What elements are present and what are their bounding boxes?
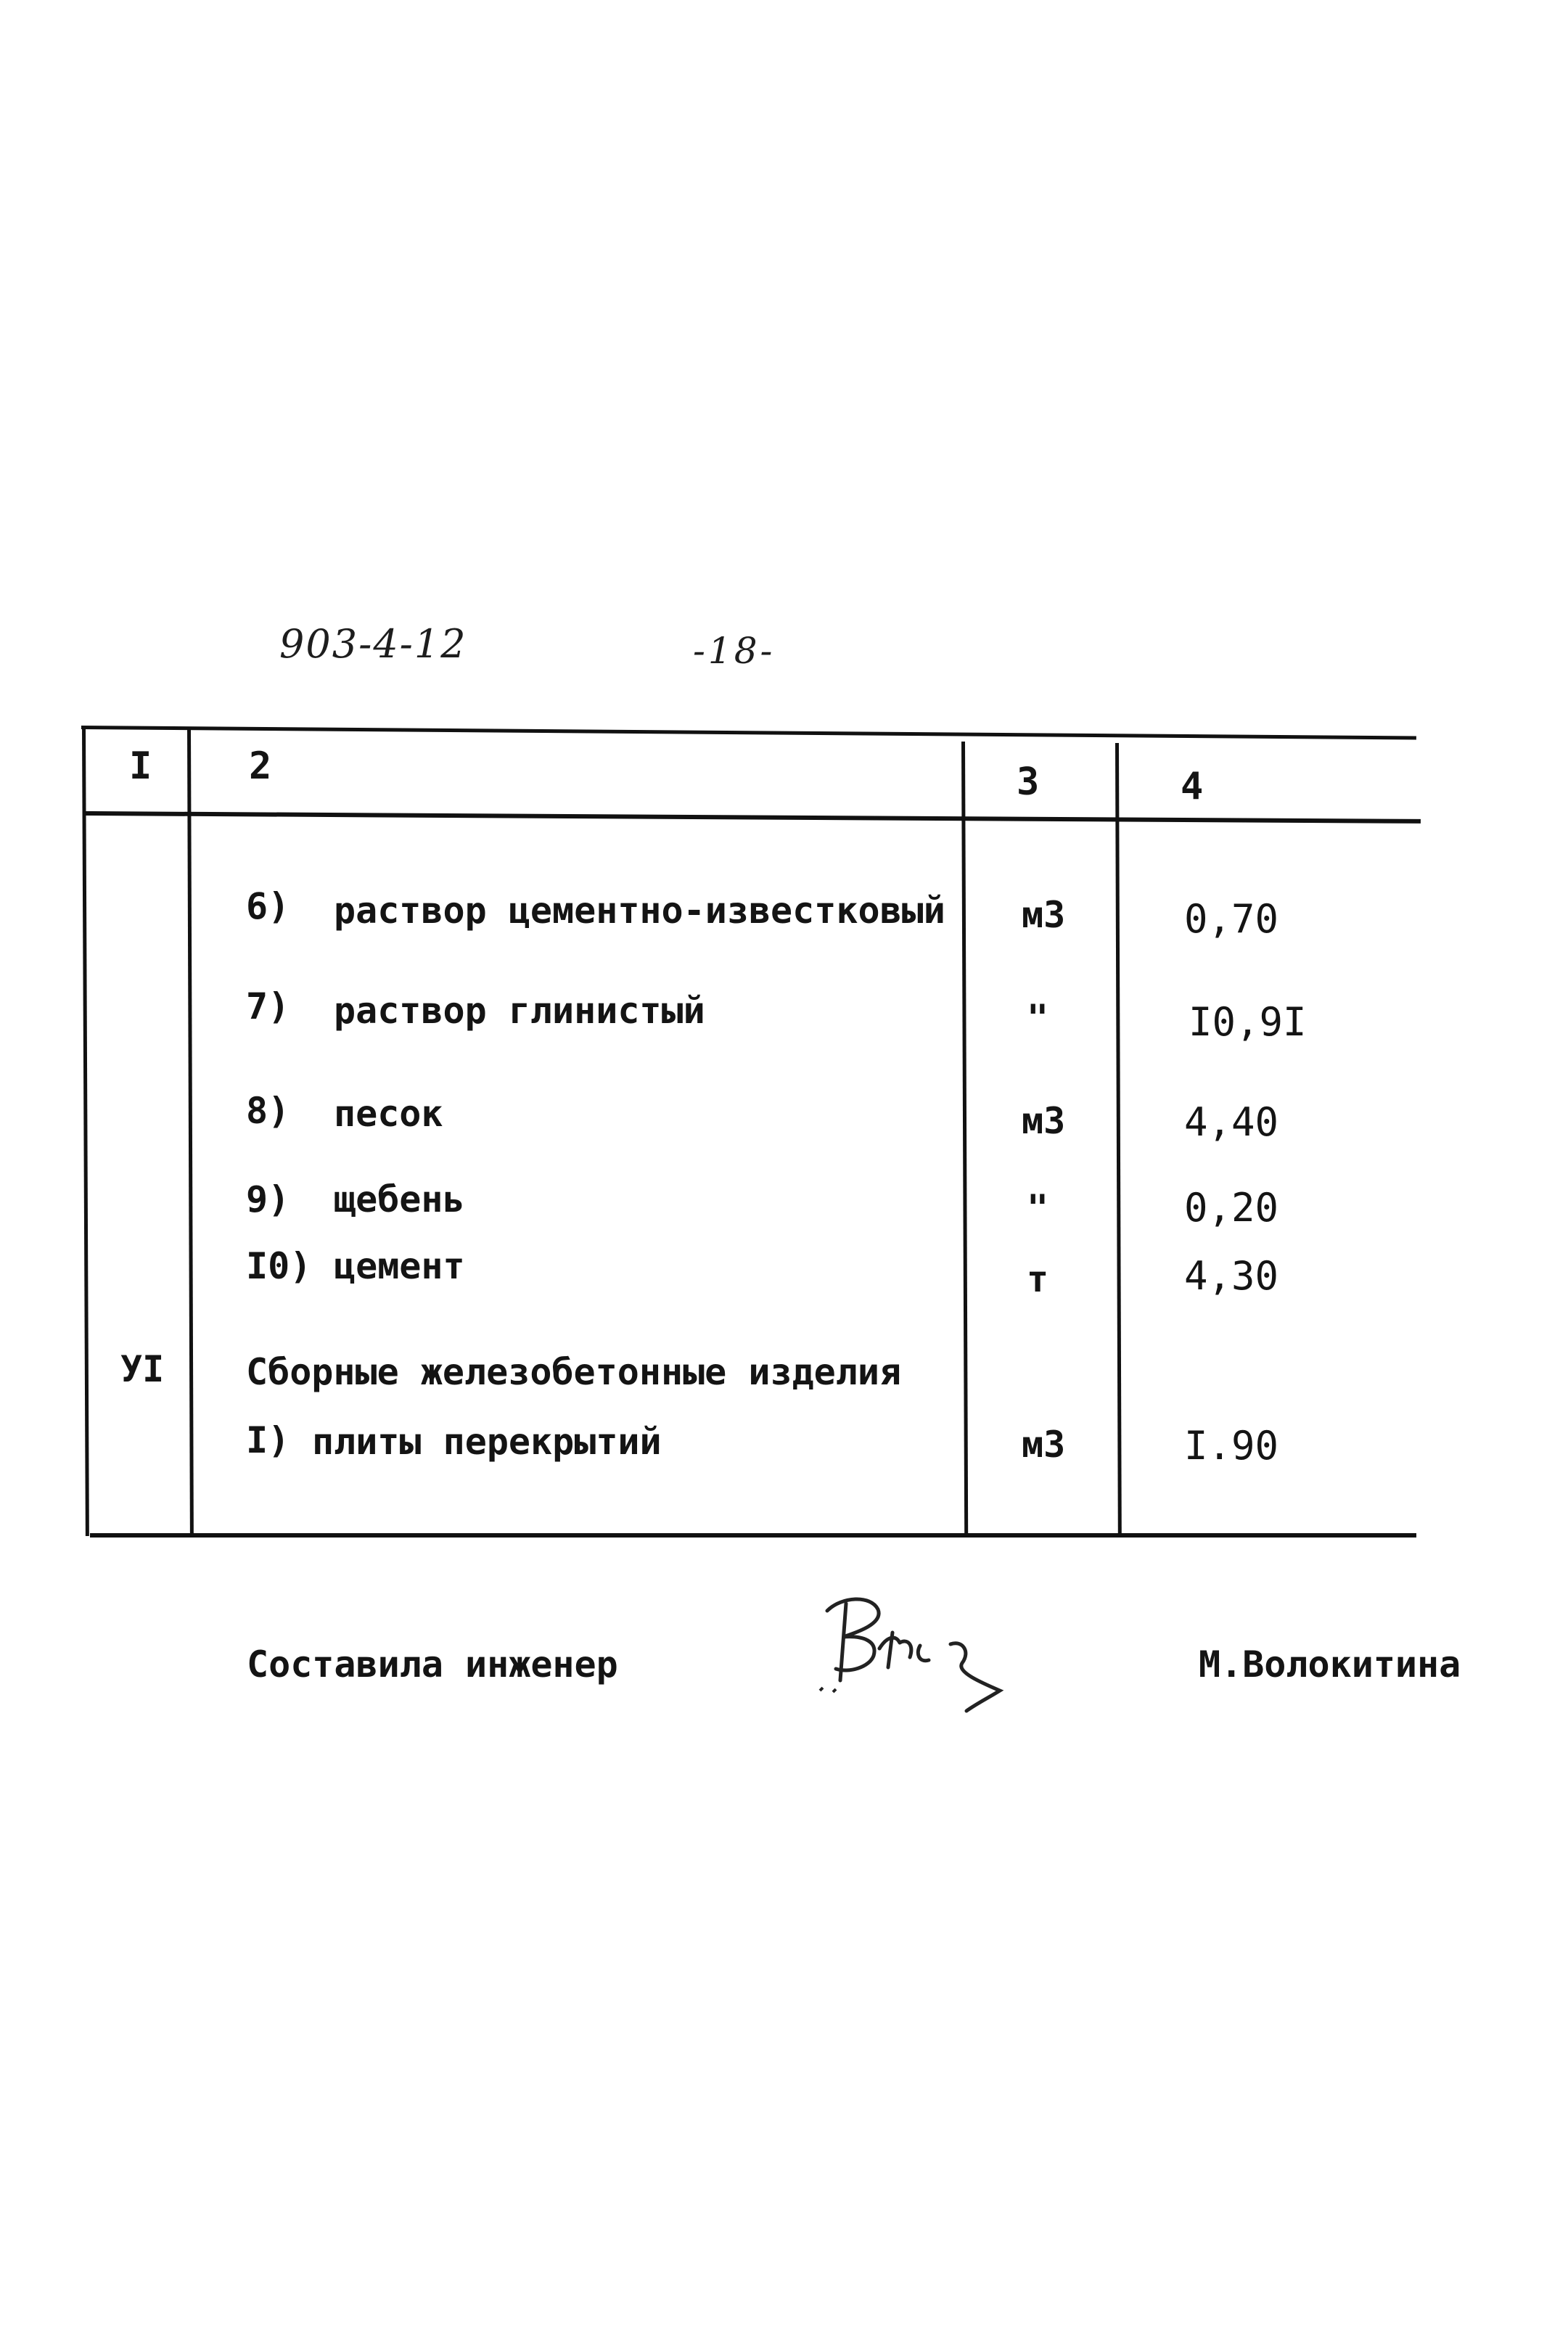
row-description: щебень — [334, 1178, 465, 1220]
row-item-number: 8) — [246, 1090, 290, 1132]
signature-image — [798, 1582, 1030, 1720]
row-item-number: 6) — [246, 885, 290, 927]
document-code: 903-4-12 — [279, 621, 467, 667]
column-divider-2 — [961, 742, 968, 1535]
row-quantity: I0,9I — [1189, 999, 1307, 1045]
table-top-border — [81, 726, 1416, 739]
section-title: Сборные железобетонные изделия — [246, 1351, 902, 1393]
signer-name: М.Волокитина — [1199, 1643, 1461, 1686]
table-bottom-border — [90, 1533, 1416, 1538]
row-description: раствор цементно-известковый — [334, 890, 945, 932]
row-description: плиты перекрытий — [312, 1421, 662, 1463]
compiled-by-label: Составила инженер — [247, 1643, 618, 1686]
row-description: цемент — [334, 1245, 465, 1287]
table-header-col-2: 2 — [249, 744, 272, 788]
table-left-border — [82, 727, 89, 1536]
table-header-divider — [86, 811, 1421, 824]
row-quantity: 4,30 — [1184, 1253, 1279, 1299]
row-description: раствор глинистый — [334, 990, 705, 1032]
row-item-number: 9) — [246, 1178, 290, 1220]
column-divider-1 — [187, 728, 194, 1535]
table-header-col-1: I — [129, 744, 152, 788]
row-description: песок — [334, 1093, 443, 1135]
row-item-number: 7) — [246, 985, 290, 1027]
table-header-col-3: 3 — [1017, 760, 1040, 804]
section-number: УI — [120, 1348, 165, 1390]
row-unit: м3 — [1022, 1424, 1066, 1466]
row-unit: т — [1027, 1258, 1049, 1300]
row-unit: м3 — [1022, 1100, 1066, 1142]
column-divider-3 — [1115, 743, 1122, 1535]
table-header-col-4: 4 — [1181, 765, 1204, 808]
row-quantity: 0,70 — [1184, 896, 1279, 942]
row-unit: " — [1027, 1187, 1049, 1229]
row-quantity: I.90 — [1184, 1423, 1279, 1469]
page-number: -18- — [693, 630, 776, 672]
row-item-number: I0) — [246, 1245, 312, 1287]
row-unit: м3 — [1022, 894, 1066, 936]
row-quantity: 0,20 — [1184, 1185, 1279, 1231]
row-unit: " — [1027, 997, 1049, 1039]
row-item-number: I) — [246, 1419, 290, 1461]
row-quantity: 4,40 — [1184, 1099, 1279, 1145]
